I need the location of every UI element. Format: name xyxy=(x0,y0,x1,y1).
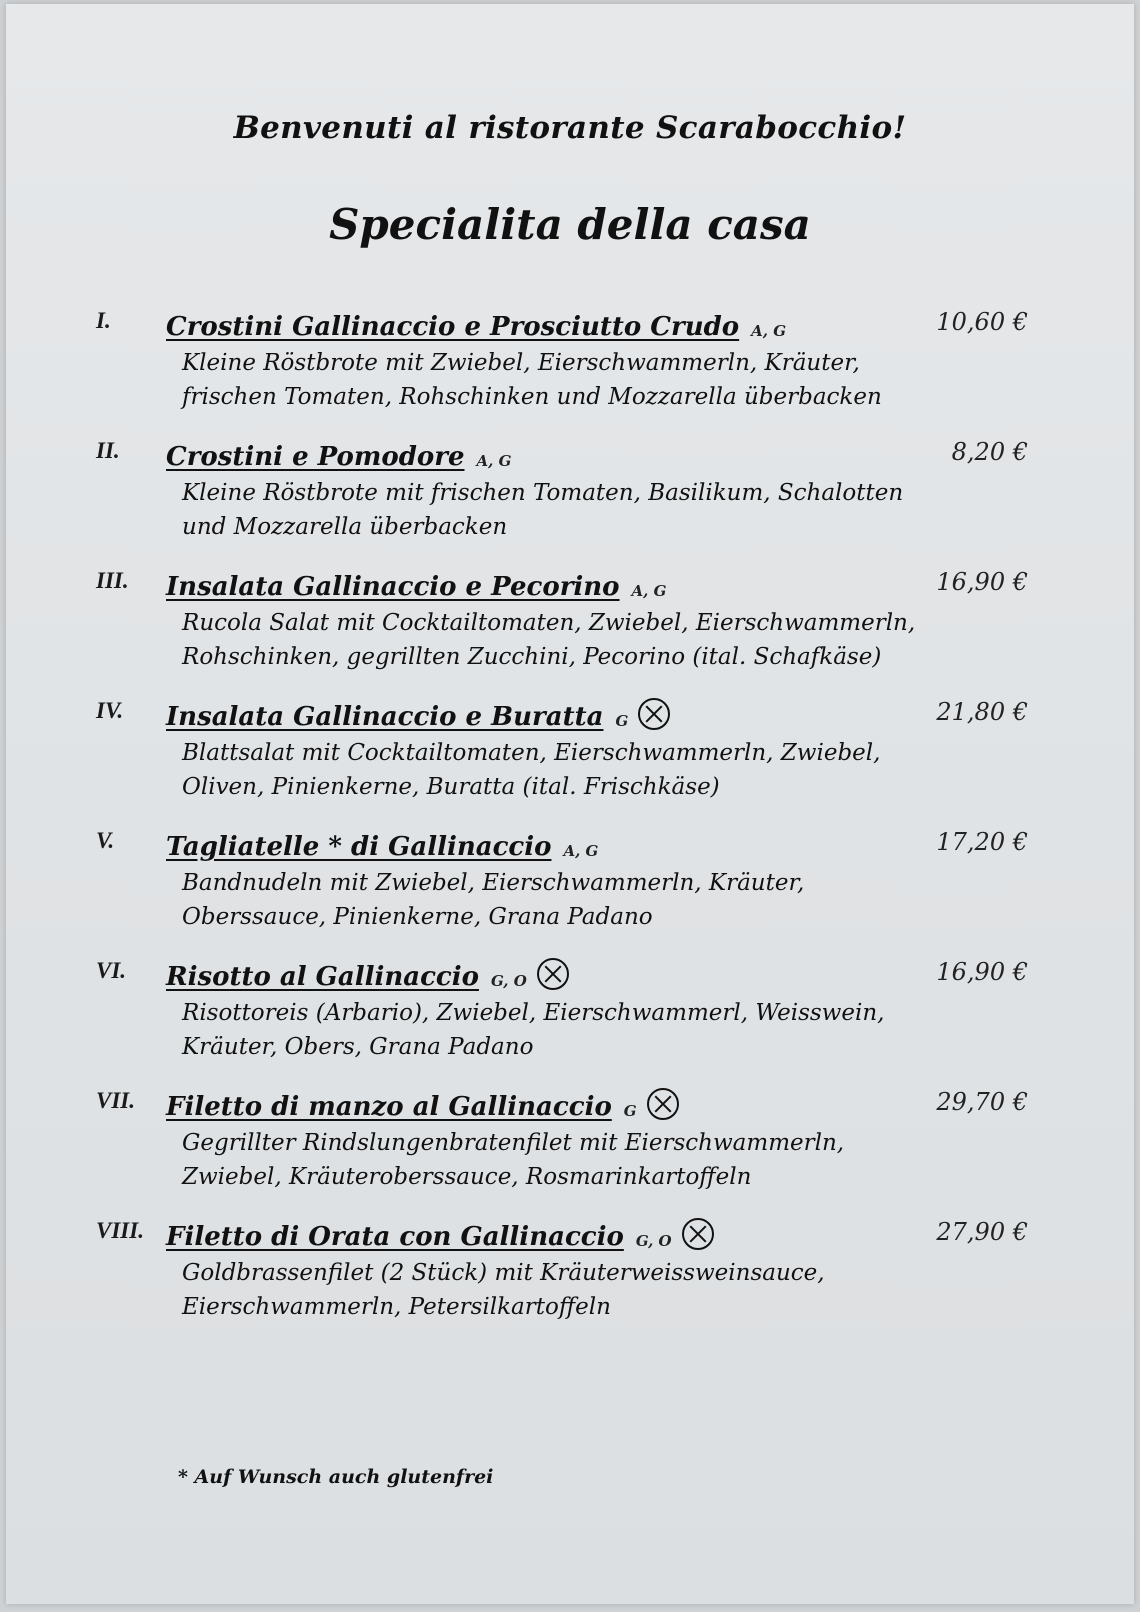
allergen-codes: A, G xyxy=(631,582,667,600)
dish-name: Insalata Gallinaccio e Pecorino xyxy=(166,572,620,602)
dish-description: Kleine Röstbrote mit frischen Tomaten, Basilikum, Schalotten und Mozzarella überbacken xyxy=(182,480,904,540)
allergen-codes: G, O xyxy=(490,972,527,990)
item-title-row xyxy=(166,306,1056,342)
dish-name: Filetto di Orata con Gallinaccio xyxy=(166,1222,624,1252)
menu-card xyxy=(6,4,1134,1604)
dish-description: Goldbrassenfilet (2 Stück) mit Kräuterweissweinsauce, Eierschwammerln, Petersilkartoffeln xyxy=(182,1260,825,1320)
menu-item xyxy=(96,1086,1056,1194)
item-number: IV. xyxy=(96,698,124,723)
item-title-row xyxy=(166,436,1056,472)
dish-name: Insalata Gallinaccio e Buratta xyxy=(166,702,604,732)
item-title-row xyxy=(166,696,1056,732)
menu-item xyxy=(96,436,1056,544)
dish-name: Tagliatelle * di Gallinaccio xyxy=(166,832,552,862)
dish-price: 21,80 € xyxy=(936,698,1028,726)
menu-item xyxy=(96,306,1056,414)
footnote: * Auf Wunsch auch glutenfrei xyxy=(178,1466,494,1488)
item-number: I. xyxy=(96,308,111,333)
item-title-row xyxy=(166,1216,1056,1252)
allergen-codes: A, G xyxy=(476,452,512,470)
item-number: II. xyxy=(96,438,120,463)
glutenfree-icon xyxy=(682,1218,714,1250)
dish-description: Gegrillter Rindslungenbratenfilet mit Eierschwammerln, Zwiebel, Kräuteroberssauce, Rosmarinkartoffeln xyxy=(182,1130,845,1190)
menu-item xyxy=(96,826,1056,934)
dish-description: Rucola Salat mit Cocktailtomaten, Zwiebel, Eierschwammerln, Rohschinken, gegrillten Zucchini, Pecorino (ital. Schafkäse) xyxy=(182,610,916,670)
item-title-row xyxy=(166,826,1056,862)
allergen-codes: G xyxy=(615,712,629,730)
welcome-heading: Benvenuti al ristorante Scarabocchio! xyxy=(233,110,907,146)
allergen-codes: A, G xyxy=(751,322,787,340)
dish-name: Risotto al Gallinaccio xyxy=(166,962,479,992)
dish-description: Risottoreis (Arbario), Zwiebel, Eierschwammerl, Weisswein, Kräuter, Obers, Grana Padano xyxy=(182,1000,885,1060)
dish-description: Bandnudeln mit Zwiebel, Eierschwammerln, Kräuter, Oberssauce, Pinienkerne, Grana Padano xyxy=(182,870,805,930)
item-title-row xyxy=(166,566,1056,602)
dish-name: Filetto di manzo al Gallinaccio xyxy=(166,1092,612,1122)
allergen-codes: A, G xyxy=(563,842,599,860)
section-title: Specialita della casa xyxy=(329,200,811,249)
glutenfree-icon xyxy=(537,958,569,990)
allergen-codes: G xyxy=(623,1102,637,1120)
dish-price: 10,60 € xyxy=(936,308,1028,336)
dish-description: Blattsalat mit Cocktailtomaten, Eierschwammerln, Zwiebel, Oliven, Pinienkerne, Buratta (ital. Frischkäse) xyxy=(182,740,881,800)
allergen-codes: G, O xyxy=(635,1232,672,1250)
dish-description: Kleine Röstbrote mit Zwiebel, Eierschwammerln, Kräuter, frischen Tomaten, Rohschinken und Mozzarella überbacken xyxy=(182,350,882,410)
item-number: V. xyxy=(96,828,115,853)
dish-price: 16,90 € xyxy=(936,958,1028,986)
item-title-row xyxy=(166,1086,1056,1122)
glutenfree-icon xyxy=(647,1088,679,1120)
menu-item xyxy=(96,566,1056,674)
item-number: III. xyxy=(96,568,129,593)
item-number: VIII. xyxy=(96,1218,144,1243)
menu-item xyxy=(96,696,1056,804)
dish-price: 27,90 € xyxy=(936,1218,1028,1246)
item-number: VII. xyxy=(96,1088,135,1113)
item-title-row xyxy=(166,956,1056,992)
menu-item xyxy=(96,956,1056,1064)
dish-price: 29,70 € xyxy=(936,1088,1028,1116)
dish-price: 17,20 € xyxy=(936,828,1028,856)
glutenfree-icon xyxy=(638,698,670,730)
dish-price: 16,90 € xyxy=(936,568,1028,596)
item-number: VI. xyxy=(96,958,127,983)
menu-list xyxy=(96,306,1056,1346)
dish-name: Crostini Gallinaccio e Prosciutto Crudo xyxy=(166,312,740,342)
dish-price: 8,20 € xyxy=(951,438,1028,466)
menu-item xyxy=(96,1216,1056,1324)
dish-name: Crostini e Pomodore xyxy=(166,442,465,472)
